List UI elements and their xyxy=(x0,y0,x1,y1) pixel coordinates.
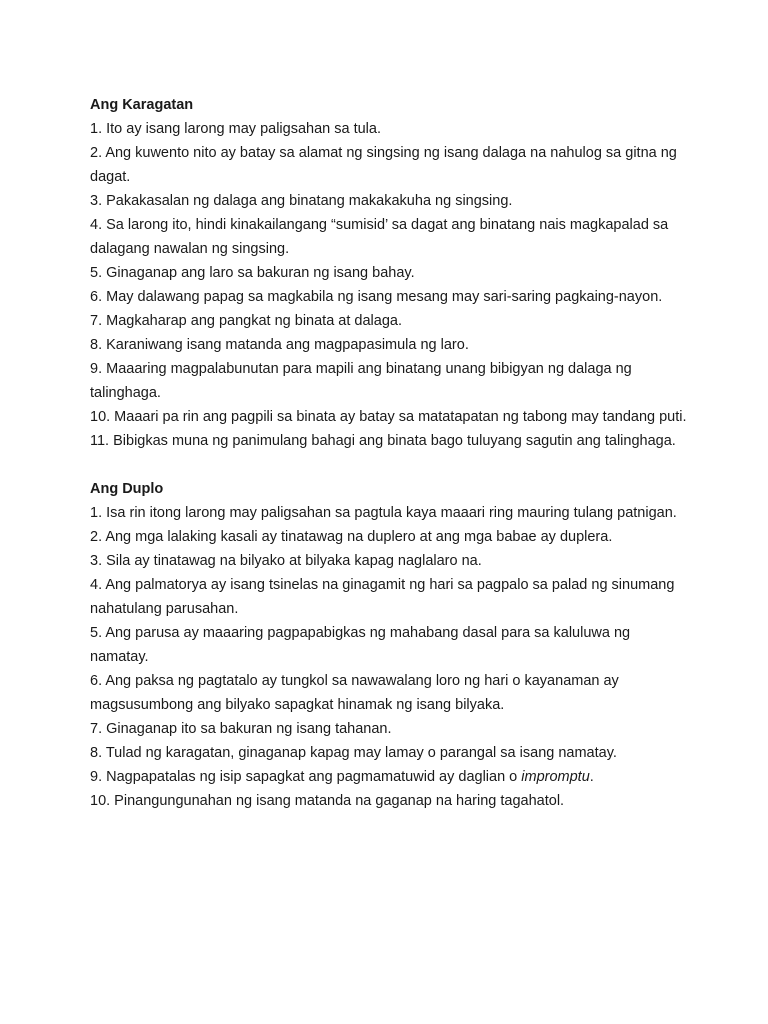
list-item: 5. Ang parusa ay maaaring pagpapabigkas ng mahabang dasal para sa kaluluwa ng namatay. xyxy=(90,625,631,665)
list-item: 7. Magkaharap ang pangkat ng binata at dalaga. xyxy=(90,313,402,329)
item-text: 9. Nagpapatalas ng isip sapagkat ang pagmamatuwid ay daglian o xyxy=(90,769,518,785)
list-item: 4. Ang palmatorya ay isang tsinelas na ginagamit ng hari sa pagpalo sa palad ng sinumang nahatulang parusahan. xyxy=(90,577,675,617)
item-end: . xyxy=(589,769,594,785)
list-item xyxy=(90,765,688,789)
list-item: 1. Ito ay isang larong may paligsahan sa tula. xyxy=(90,121,381,137)
section-duplo xyxy=(90,477,688,813)
list-item: 2. Ang mga lalaking kasali ay tinatawag na duplero at ang mga babae ay duplera. xyxy=(90,529,613,545)
list-item: 10. Maaari pa rin ang pagpili sa binata ay batay sa matatapatan ng tabong may tandang puti. xyxy=(90,409,687,425)
list-item: 6. May dalawang papag sa magkabila ng isang mesang may sari-saring pagkaing-nayon. xyxy=(90,289,663,305)
list-item: 3. Pakakasalan ng dalaga ang binatang makakakuha ng singsing. xyxy=(90,193,513,209)
list-item: 8. Tulad ng karagatan, ginaganap kapag may lamay o parangal sa isang namatay. xyxy=(90,745,617,761)
list-item: 4. Sa larong ito, hindi kinakailangang “sumisid’ sa dagat ang binatang nais magkapalad sa dalagang nawalan ng singsing. xyxy=(90,217,669,257)
list-item: 7. Ginaganap ito sa bakuran ng isang tahanan. xyxy=(90,721,392,737)
section-title: Ang Karagatan xyxy=(90,97,194,113)
list-item: 3. Sila ay tinatawag na bilyako at bilyaka kapag naglalaro na. xyxy=(90,553,482,569)
list-item: 1. Isa rin itong larong may paligsahan sa pagtula kaya maaari ring mauring tulang patnigan. xyxy=(90,505,677,521)
list-item: 10. Pinangungunahan ng isang matanda na gaganap na haring tagahatol. xyxy=(90,793,565,809)
section-title: Ang Duplo xyxy=(90,481,164,497)
italic-term: impromptu xyxy=(521,769,590,785)
list-item: 9. Maaaring magpalabunutan para mapili ang binatang unang bibigyan ng dalaga ng talinghaga. xyxy=(90,361,632,401)
section-karagatan xyxy=(90,93,688,453)
list-item: 2. Ang kuwento nito ay batay sa alamat ng singsing ng isang dalaga na nahulog sa gitna ng dagat. xyxy=(90,145,677,185)
list-item: 6. Ang paksa ng pagtatalo ay tungkol sa nawawalang loro ng hari o kayanaman ay magsusumbong ang bilyako sapagkat hinamak ng isang bilyaka. xyxy=(90,673,619,713)
list-item: 8. Karaniwang isang matanda ang magpapasimula ng laro. xyxy=(90,337,469,353)
list-item: 5. Ginaganap ang laro sa bakuran ng isang bahay. xyxy=(90,265,415,281)
list-item: 11. Bibigkas muna ng panimulang bahagi ang binata bago tuluyang sagutin ang talinghaga. xyxy=(90,433,676,449)
